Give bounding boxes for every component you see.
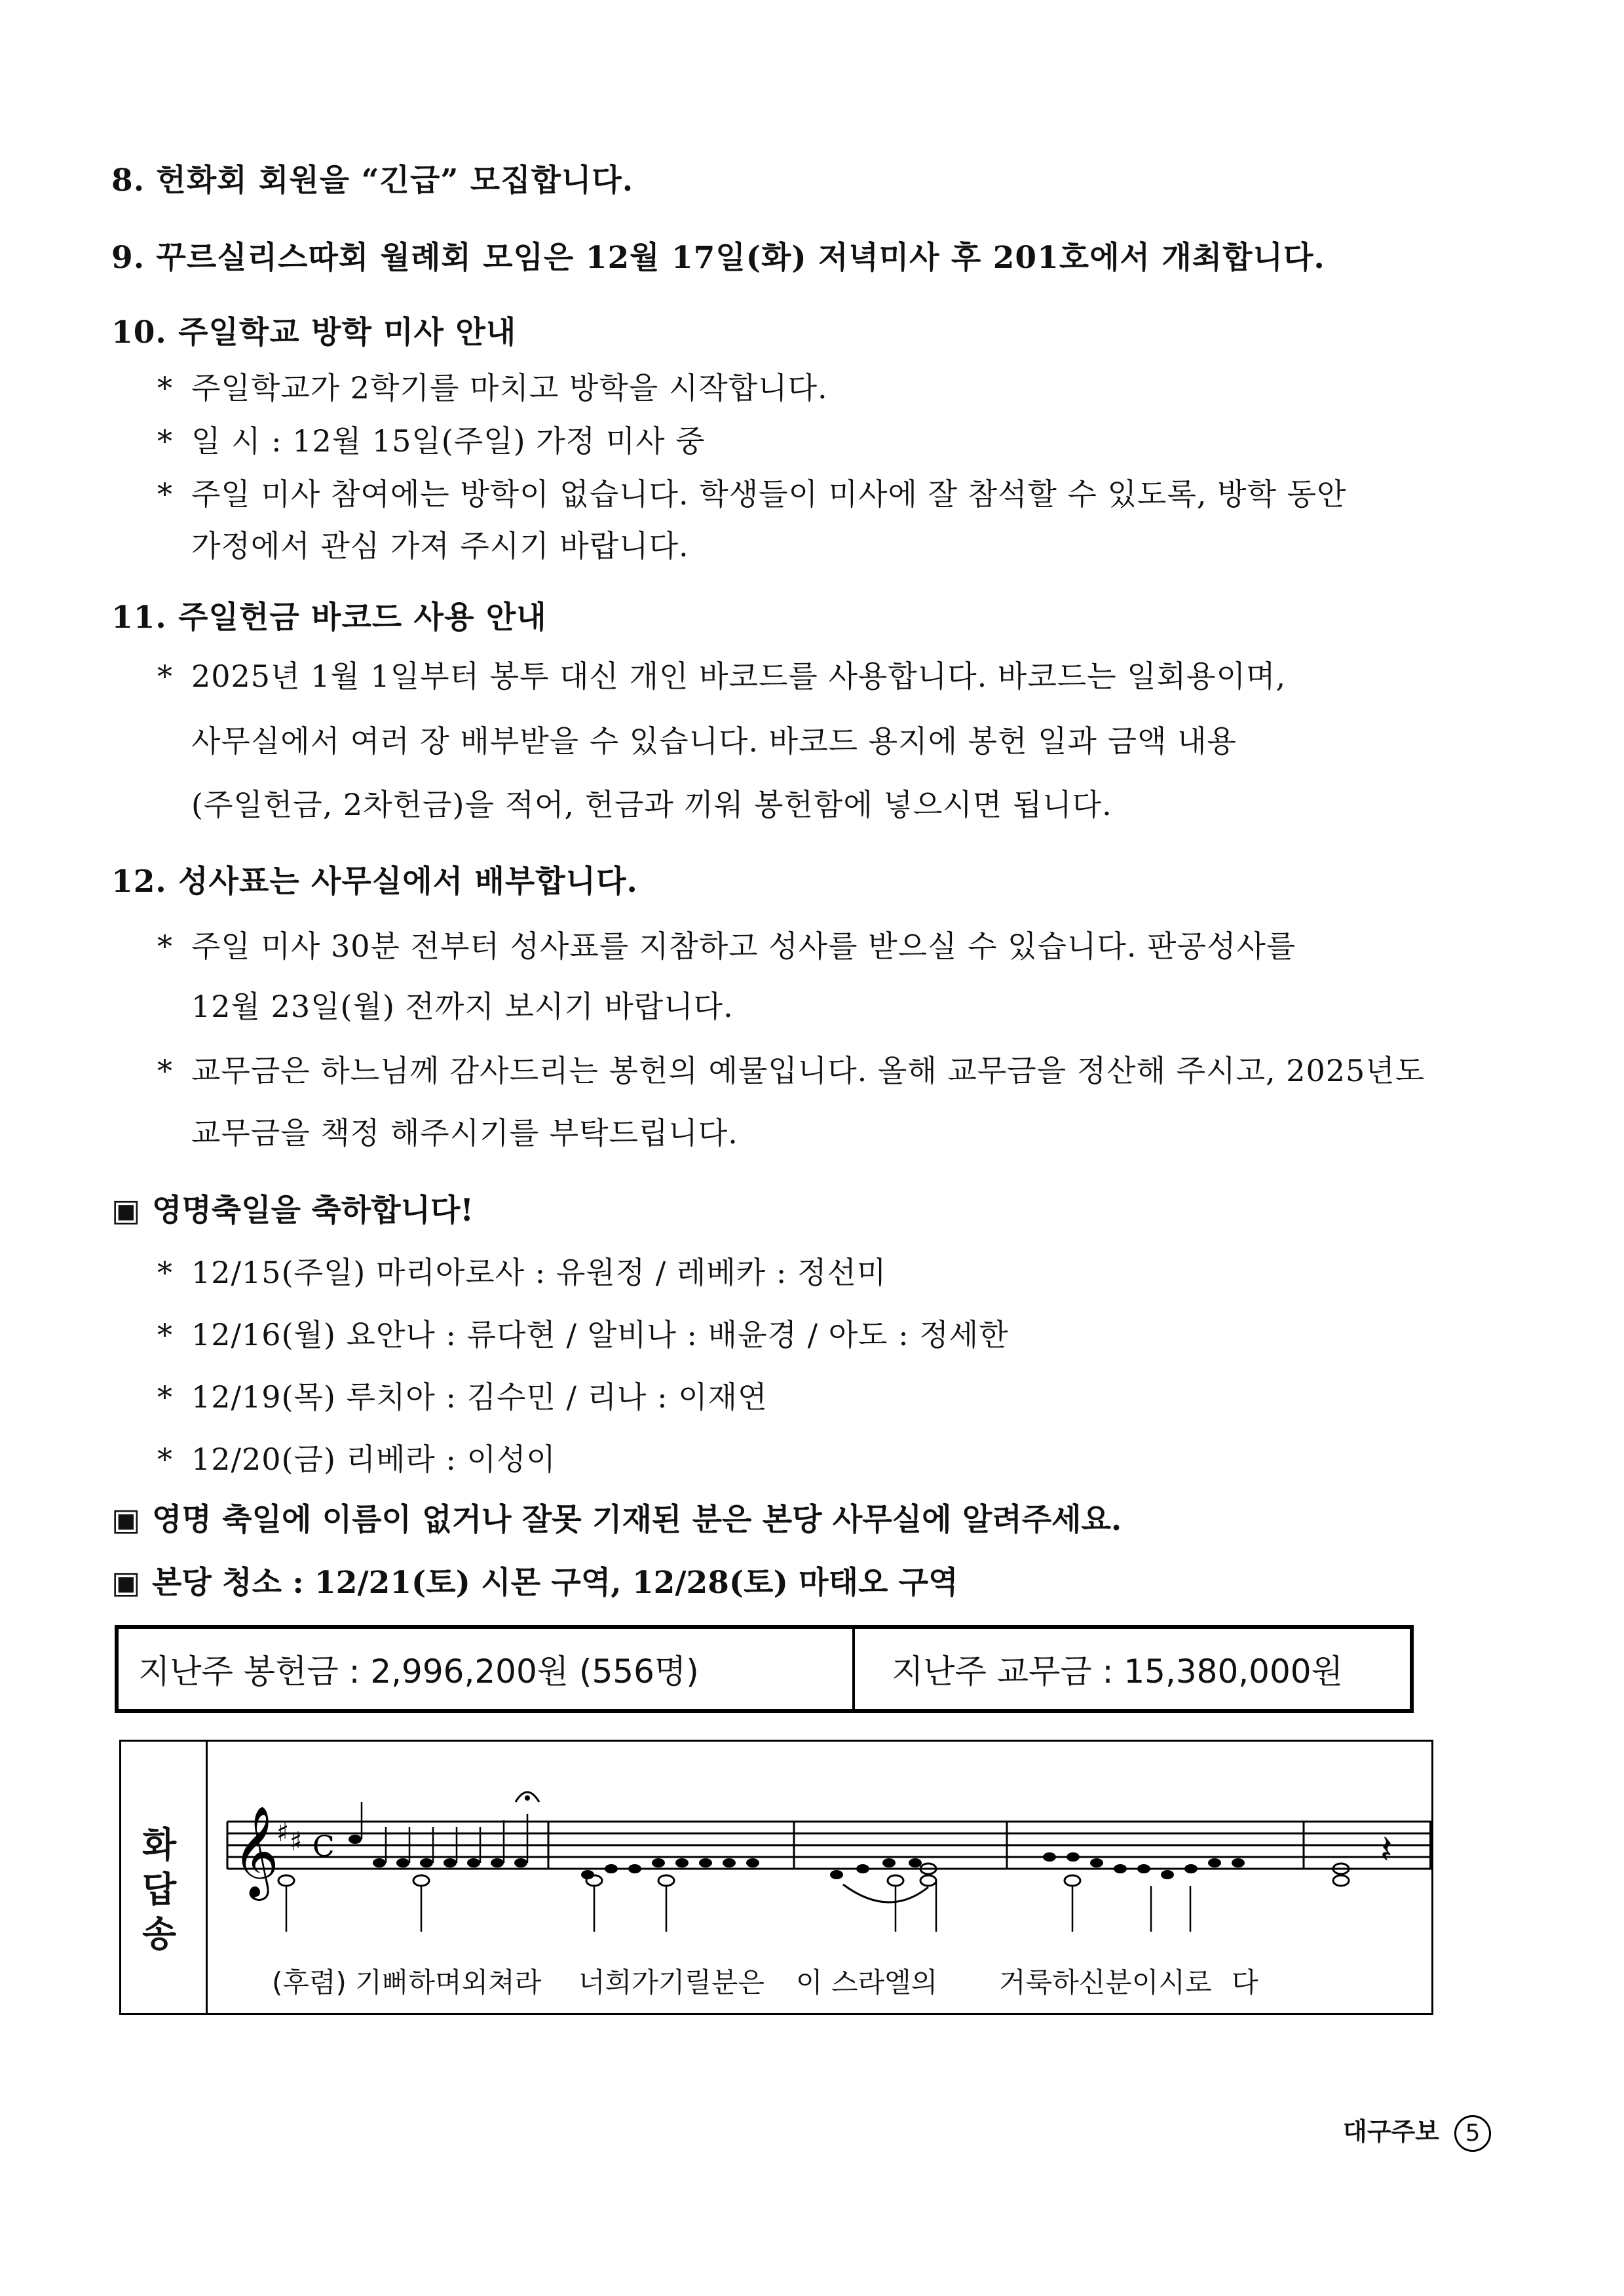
bullet-icon: *: [157, 1255, 173, 1290]
notice-9: 9. 꾸르실리스따회 월례회 모임은 12월 17일(화) 저녁미사 후 201호에서 개최합니다.: [111, 240, 1325, 276]
notice-10-title: 10. 주일학교 방학 미사 안내: [111, 315, 517, 351]
feast-item: * 12/15(주일) 마리아로사 : 유원정 / 레베카 : 정선미: [157, 1255, 887, 1290]
feast-item: * 12/20(금) 리베라 : 이성이: [157, 1442, 556, 1477]
lyric-segment: 이 스라엘의: [796, 1966, 938, 1999]
dues-amount: 지난주 교무금 : 15,380,000원: [892, 1653, 1343, 1691]
notice-8: 8. 헌화회 회원을 “긴급” 모집합니다.: [111, 163, 634, 199]
feast-item: * 12/16(월) 요안나 : 류다현 / 알비나 : 배윤경 / 아도 : 정세한: [157, 1317, 1009, 1352]
bullet-icon: *: [157, 1442, 173, 1477]
cleaning-note: ▣ 본당 청소 : 12/21(토) 시몬 구역, 12/28(토) 마태오 구역: [111, 1565, 958, 1601]
responsorial-psalm-box: [119, 1740, 1433, 2015]
missing-name-note: ▣ 영명 축일에 이름이 없거나 잘못 기재된 분은 본당 사무실에 알려주세요.: [111, 1502, 1122, 1538]
bullet-icon: *: [157, 476, 173, 512]
lyric-segment: 너희가기릴분은: [578, 1966, 765, 1999]
bullet-icon: *: [157, 423, 173, 459]
notice-10-line-2: * 일 시 : 12월 15일(주일) 가정 미사 중: [157, 423, 706, 459]
notice-11-title: 11. 주일헌금 바코드 사용 안내: [111, 600, 547, 636]
svg-text:♯: ♯: [290, 1827, 303, 1857]
notice-11-line-1-cont2: (주일헌금, 2차헌금)을 적어, 헌금과 끼워 봉헌함에 넣으시면 됩니다.: [191, 787, 1112, 822]
offering-summary-box: [115, 1625, 1414, 1713]
lyric-segment: 다: [1232, 1966, 1258, 1999]
bullet-icon: *: [157, 1317, 173, 1352]
bullet-icon: *: [157, 659, 173, 694]
psalm-label-char: 답: [142, 1869, 177, 1910]
square-bullet-icon: ▣: [111, 1193, 141, 1229]
feast-title: ▣ 영명축일을 축하합니다!: [111, 1193, 474, 1229]
publication-name: 대구주보: [1343, 2117, 1439, 2146]
notice-10-line-3: * 주일 미사 참여에는 방학이 없습니다. 학생들이 미사에 잘 참석할 수 있도록, 방학 동안: [157, 476, 1347, 512]
svg-text:♯: ♯: [276, 1818, 290, 1848]
square-bullet-icon: ▣: [111, 1565, 141, 1601]
lyric-segment: (후렴) 기뻐하며외쳐라: [272, 1966, 542, 1999]
bullet-icon: *: [157, 1053, 173, 1088]
notice-12-line-2-cont: 교무금을 책정 해주시기를 부탁드립니다.: [191, 1115, 738, 1151]
notice-12-line-1-cont: 12월 23일(월) 전까지 보시기 바랍니다.: [191, 989, 734, 1024]
bullet-icon: *: [157, 370, 173, 406]
notice-12-line-2: * 교무금은 하느님께 감사드리는 봉헌의 예물입니다. 올해 교무금을 정산해 주시고, 2025년도: [157, 1053, 1426, 1088]
notice-12-line-1: * 주일 미사 30분 전부터 성사표를 지참하고 성사를 받으실 수 있습니다. 판공성사를: [157, 928, 1296, 964]
page-number: 5: [1454, 2115, 1491, 2152]
notice-11-line-1-cont: 사무실에서 여러 장 배부받을 수 있습니다. 바코드 용지에 봉헌 일과 금액 내용: [191, 723, 1237, 759]
notice-11-line-1: * 2025년 1월 1일부터 봉투 대신 개인 바코드를 사용합니다. 바코드는 일회용이며,: [157, 659, 1287, 694]
bullet-icon: *: [157, 928, 173, 964]
notice-10-line-1: * 주일학교가 2학기를 마치고 방학을 시작합니다.: [157, 370, 828, 406]
square-bullet-icon: ▣: [111, 1502, 141, 1538]
psalm-label-char: 송: [142, 1913, 177, 1955]
notice-12-title: 12. 성사표는 사무실에서 배부합니다.: [111, 864, 638, 900]
psalm-label-char: 화: [142, 1824, 177, 1866]
treble-clef-icon: 𝄞: [233, 1806, 279, 1897]
offering-amount: 지난주 봉헌금 : 2,996,200원 (556명): [119, 1629, 855, 1709]
feast-item: * 12/19(목) 루치아 : 김수민 / 리나 : 이재연: [157, 1379, 768, 1415]
lyric-segment: 거룩하신분이시로: [999, 1966, 1212, 1999]
notice-10-line-3-cont: 가정에서 관심 가져 주시기 바랍니다.: [191, 528, 689, 564]
svg-text:𝄽: 𝄽: [1380, 1827, 1393, 1873]
page-footer: [1343, 2111, 1491, 2152]
psalm-label: [121, 1742, 208, 2013]
bullet-icon: *: [157, 1379, 173, 1415]
svg-text:C: C: [312, 1830, 335, 1864]
